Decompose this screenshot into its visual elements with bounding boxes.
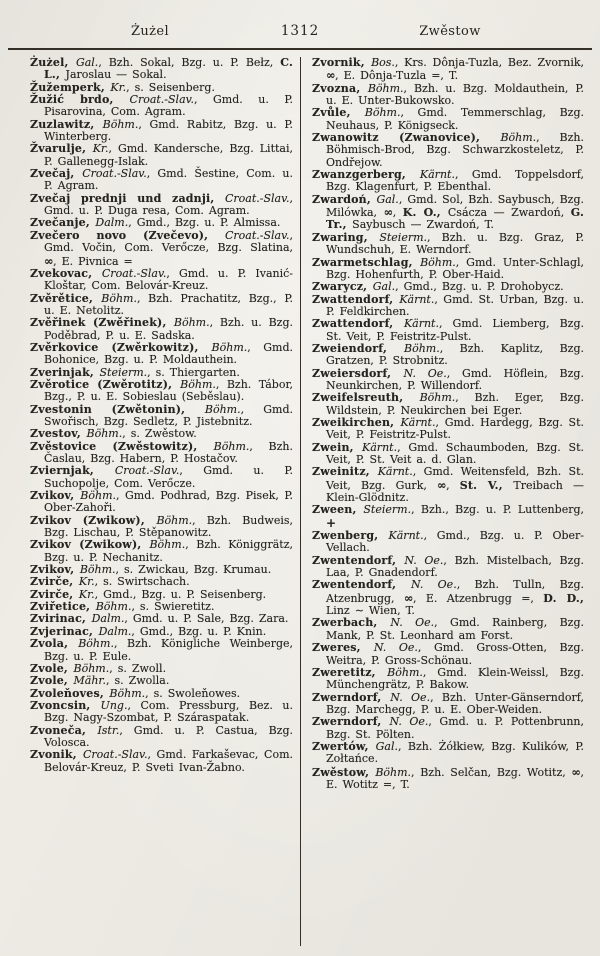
- entry-name: Zvikov,: [30, 489, 81, 503]
- entry-text: , Gmd., Bzg. u. P. Almissa.: [128, 216, 281, 230]
- entry-name: Zweiersdorf,: [312, 366, 404, 380]
- crownland-label: Gal.: [375, 739, 398, 753]
- crownland-label: Böhm.: [404, 341, 440, 355]
- crownland-label: Böhm.: [78, 637, 114, 651]
- entry-text: , Bzh. Żółkiew, Bzg. Kulików, P. Zołtańce.: [326, 739, 584, 766]
- entry-text: , Gmd. u. P. Sale, Bzg. Zara.: [124, 612, 289, 626]
- header-left-keyword: Żużel: [130, 24, 170, 39]
- entry-text: , Gmd., Bzg. u. P. Drohobycz.: [395, 280, 564, 294]
- entry-text: , Gmd. Rainberg, Bzg. Mank, P. St. Leonhard am Forst.: [326, 616, 584, 642]
- entry-name: Zvonik,: [30, 748, 83, 762]
- entry-name: Zvoleňoves,: [30, 686, 110, 700]
- entry-text: , Bzh. Königliche Weinberge, Bzg. u. P. Eule.: [44, 637, 294, 663]
- entry-text: , Gmd. Bohonice, Bzg. u. P. Moldauthein.: [44, 340, 293, 367]
- entry-text: , Bzh. Sokal, Bzg. u. P. Bełz,: [98, 56, 281, 69]
- crownland-label: Bos.: [371, 56, 395, 69]
- entry-text: , Gmd. Unter-Schlagl, Bzg. Hohenfurth, P. Ober-Haid.: [326, 255, 584, 281]
- entry-name: Zwardoń,: [312, 192, 377, 206]
- entry-text: Saybusch — Zwardoń, T.: [352, 218, 494, 232]
- entry-text: , Bzh., Bzg. u. P. Luttenberg,: [411, 503, 584, 517]
- crownland-label: Croat.-Slav.: [224, 228, 290, 242]
- crownland-label: Steierm.: [363, 503, 412, 517]
- entry-name: Zvečaj prednji und zadnji,: [30, 191, 225, 205]
- entry-text: , Gmd. Toppelsdorf, Bzg. Klagenfurt, P. Ebenthal.: [326, 168, 584, 194]
- entry-text: , Gmd. Swořisch, Bzg. Sedletz, P. Jistebnitz.: [44, 402, 294, 428]
- gazetteer-entry: [30, 700, 293, 725]
- entry-text: , s. Swirtschach.: [94, 575, 190, 589]
- entry-text: , Bzh. Prachatitz, Bzg., P. u. E. Netolitz.: [44, 291, 294, 317]
- gazetteer-entry: [312, 741, 584, 766]
- gazetteer-entry: [312, 504, 584, 530]
- entry-text: , Bzh. Unter-Gänserndorf, Bzg. Marchegg, P. u. E. Ober-Weiden.: [326, 690, 584, 716]
- entry-text: , Bzh. u. Bzg. Poděbrad, P. u. E. Sadska.: [44, 316, 293, 342]
- entry-name: Zwerbach,: [312, 616, 391, 630]
- entry-text: , Gmd., Bzg. u. P. Seisenberg.: [94, 587, 267, 601]
- gazetteer-entry: [30, 749, 293, 774]
- entry-name: Zvornik,: [312, 56, 372, 69]
- gazetteer-entry: [30, 515, 293, 540]
- gazetteer-entry: [312, 169, 584, 194]
- entry-name: Zvečaj,: [30, 167, 83, 181]
- entry-name: Zweretitz,: [312, 665, 388, 679]
- entry-text: , Gmd. Rabitz, Bzg. u. P. Winterberg.: [44, 117, 293, 144]
- crownland-label: Böhm.: [387, 665, 423, 679]
- entry-name: Zwerndorf,: [312, 715, 390, 729]
- entry-text: , Gmd. Šestine, Com. u. P. Agram.: [44, 167, 293, 193]
- entry-name: Zvole,: [30, 661, 74, 675]
- post-horn-icon: ∞: [326, 68, 336, 83]
- column-left: [0, 57, 300, 946]
- entry-name: Zvekovac,: [30, 266, 102, 280]
- crownland-label: Böhm.: [86, 427, 123, 441]
- entry-name: Zvola,: [30, 637, 79, 651]
- gazetteer-entry: [30, 230, 293, 268]
- entry-text: , Gmd. Höflein, Bzg. Neunkirchen, P. Willendorf.: [326, 366, 584, 392]
- gazetteer-entry: [312, 579, 584, 617]
- entry-name: Zvoncsin,: [30, 698, 101, 712]
- entry-name: Zwanzgerberg,: [312, 168, 420, 182]
- entry-text: ,: [446, 478, 460, 492]
- entry-name: Zweifelsreuth,: [312, 391, 420, 405]
- entry-text: , Com. Pressburg, Bez. u. Bzg. Nagy-Szombat, P. Száraspatak.: [44, 698, 293, 725]
- entry-text: , Gmd. Hardegg, Bzg. St. Veit, P. Feistritz-Pulst.: [326, 415, 584, 442]
- gazetteer-entry: [312, 318, 584, 343]
- entry-text: , Bzh. Tulln, Bzg. Atzenbrugg,: [326, 578, 584, 605]
- entry-text: , s. Zwoll.: [109, 661, 167, 675]
- entry-text: , Gmd. u. P. Ivanić-Kloštar, Com. Belovár-Kreuz.: [44, 266, 293, 293]
- entry-text: , Gmd. Schaumboden, Bzg. St. Veit, P. St. Veit a. d. Glan.: [326, 440, 584, 466]
- gazetteer-entry: [312, 232, 584, 257]
- entry-name: Zvirinac,: [30, 612, 92, 626]
- gazetteer-entry: [312, 57, 584, 83]
- gazetteer-entry: [30, 404, 293, 429]
- column-right: [300, 57, 600, 946]
- gazetteer-entry: [312, 716, 584, 741]
- crownland-label: Böhm.: [500, 131, 537, 145]
- entry-name: Zvečanje,: [30, 216, 96, 230]
- entry-name: Zween,: [312, 503, 364, 517]
- gazetteer-entry: [30, 57, 293, 82]
- crownland-label: Böhm.: [204, 402, 241, 416]
- crownland-label: Böhm.: [180, 377, 216, 391]
- entry-text: , Bzh. Časlau, Bzg. Habern, P. Hostačov.: [44, 439, 294, 465]
- route-abbr: St. V.,: [459, 478, 514, 492]
- route-abbr: D. D.,: [543, 591, 584, 605]
- entry-name: Zwanowitz (Zwanovice),: [312, 131, 501, 145]
- entry-text: , Gmd. Kandersche, Bzg. Littai, P. Gallenegg-Islak.: [44, 142, 293, 168]
- entry-text: , Bzh. u. Bzg. Moldauthein, P. u. E. Unter-Bukowsko.: [326, 81, 585, 108]
- entry-text: , Gmd. u. P. Suchopolje, Com. Verőcze.: [44, 464, 293, 490]
- entry-name: Zwattendorf,: [312, 292, 400, 306]
- entry-name: Zuzlawitz,: [30, 117, 103, 131]
- entry-name: Zwarmetschlag,: [312, 255, 421, 269]
- gazetteer-entry: [30, 379, 293, 404]
- entry-name: Zwertów,: [312, 739, 376, 753]
- entry-name: Zwěstow,: [312, 765, 376, 779]
- entry-name: Žužić brdo,: [30, 93, 130, 107]
- crownland-label: Böhm.: [375, 765, 412, 779]
- crownland-label: Böhm.: [101, 291, 137, 305]
- entry-name: Zvirče,: [30, 587, 79, 601]
- crownland-label: Mähr.: [73, 674, 106, 688]
- crownland-label: Croat.-Slav.: [101, 266, 167, 280]
- post-horn-icon: ∞: [44, 253, 54, 268]
- gazetteer-entry: [30, 293, 293, 318]
- entry-name: Zweiendorf,: [312, 341, 404, 355]
- post-horn-icon: ∞: [403, 590, 413, 605]
- entry-name: Zvikov (Zwikow),: [30, 538, 150, 552]
- crownland-label: Böhm.: [420, 255, 456, 269]
- gazetteer-entry: [30, 119, 293, 144]
- entry-text: , Gmd. Sol, Bzh. Saybusch, Bzg. Milówka,: [326, 192, 584, 220]
- entry-text: , Gmd. u. P. Pottenbrunn, Bzg. St. Pölten.: [326, 715, 584, 741]
- crownland-label: Kärnt.: [419, 168, 455, 182]
- crownland-label: Kärnt.: [362, 440, 398, 454]
- entry-name: Zwentendorf,: [312, 578, 411, 592]
- crownland-label: Kr.: [92, 142, 109, 156]
- crownland-label: Gal.: [75, 56, 99, 69]
- entry-text: , Gmd., Bzg. u. P. Ober-Vellach.: [326, 529, 584, 555]
- gazetteer-entry: [30, 441, 293, 466]
- crownland-label: Kärnt.: [377, 465, 413, 479]
- crownland-label: Böhm.: [95, 600, 132, 614]
- post-horn-icon: ∞: [437, 477, 447, 492]
- gazetteer-entry: [30, 94, 293, 119]
- entry-text: , s. Swieretitz.: [131, 600, 215, 614]
- entry-text: , Gmd. Gross-Otten, Bzg. Weitra, P. Gross-Schönau.: [326, 641, 584, 667]
- crownland-label: Gal.: [372, 280, 396, 294]
- header-right-keyword: Zwěstow: [419, 24, 481, 39]
- entry-text: , Bzh. Selčan, Bzg. Wotitz,: [411, 765, 572, 779]
- entry-name: Zwenberg,: [312, 529, 389, 543]
- entry-name: Zvoneča,: [30, 723, 98, 737]
- entry-name: Zvikov,: [30, 563, 80, 577]
- header-page-number: 1312: [280, 23, 320, 39]
- gazetteer-entry: [312, 530, 584, 555]
- gazetteer-entry: [312, 343, 584, 368]
- entry-text: Linz ∼ Wien, T.: [326, 604, 415, 618]
- entry-name: Zvirče,: [30, 575, 79, 589]
- gazetteer-entry: [312, 368, 584, 393]
- entry-text: , Gmd. u. P. Pisarovina, Com. Agram.: [44, 93, 293, 119]
- crownland-label: Böhm.: [211, 340, 248, 354]
- crownland-label: Ung.: [100, 698, 128, 712]
- telegraph-cross-icon: +: [326, 515, 337, 530]
- crownland-label: Böhm.: [364, 106, 401, 120]
- entry-text: , s. Seisenberg.: [126, 80, 215, 94]
- entry-text: , Krs. Dônja-Tuzla, Bez. Zvornik,: [394, 56, 584, 69]
- entry-name: Zvole,: [30, 674, 74, 688]
- entry-name: Zvěřinek (Zwěřinek),: [30, 316, 174, 330]
- crownland-label: Steierm.: [99, 365, 148, 379]
- gazetteer-entry: [312, 257, 584, 282]
- entry-text: Treibach — Klein-Glödnitz.: [326, 478, 585, 505]
- crownland-label: Böhm.: [367, 81, 404, 95]
- crownland-label: N. Oe.: [390, 616, 435, 630]
- crownland-label: Böhm.: [149, 538, 186, 552]
- entry-name: Žvarulje,: [30, 142, 93, 156]
- crownland-label: Croat.-Slav.: [82, 167, 147, 181]
- entry-text: , E. Wotitz =, T.: [326, 765, 584, 791]
- gazetteer-entry: [312, 294, 584, 319]
- entry-text: , Bzh. Tábor, Bzg., P. u. E. Sobieslau (Seběslau).: [44, 377, 293, 404]
- gazetteer-entry: [30, 143, 293, 168]
- gazetteer-entry: [312, 642, 584, 667]
- entry-text: , s. Swoleňowes.: [145, 686, 241, 700]
- gazetteer-entry: [30, 539, 293, 564]
- gazetteer-entry: [30, 168, 293, 193]
- entry-name: Żużel,: [30, 56, 76, 69]
- entry-text: , Bzh. Kaplitz, Bzg. Gratzen, P. Strobnitz.: [326, 341, 584, 368]
- entry-name: Zvečero novo (Zvečevo),: [30, 228, 225, 242]
- entry-name: Zvůle,: [312, 106, 365, 120]
- gazetteer-entry: [30, 465, 293, 490]
- post-horn-icon: ∞: [383, 205, 393, 220]
- crownland-label: Croat.-Slav.: [114, 464, 180, 478]
- gazetteer-entry: [312, 667, 584, 692]
- crownland-label: Böhm.: [73, 661, 110, 675]
- entry-text: , Gmd. Weitensfeld, Bzh. St. Veit, Bzg. Gurk,: [326, 465, 584, 492]
- crownland-label: Böhm.: [213, 439, 250, 453]
- gazetteer-entry: [312, 442, 584, 467]
- crownland-label: Steierm.: [379, 230, 428, 244]
- entry-name: Zweres,: [312, 641, 374, 655]
- crownland-label: N. Oe.: [390, 690, 431, 704]
- entry-name: Žužemperk,: [30, 80, 111, 94]
- route-abbr: C. L.,: [44, 56, 293, 82]
- entry-name: Zvozna,: [312, 81, 368, 95]
- entry-text: , Bzh. Königgrätz, Bzg. u. P. Nechanitz.: [44, 538, 293, 564]
- entry-text: , s. Zwickau, Bzg. Krumau.: [115, 563, 272, 577]
- gazetteer-entry: [30, 193, 293, 218]
- entry-name: Zvestov,: [30, 427, 87, 441]
- entry-text: , Gmd. St. Urban, Bzg. u. P. Feldkirchen.: [326, 292, 584, 318]
- crownland-label: Kärnt.: [400, 415, 436, 429]
- entry-text: , s. Zwolla.: [105, 674, 170, 688]
- entry-text: , Gmd. Klein-Weissl, Bzg. Münchengrätz, P. Bakow.: [326, 665, 584, 692]
- entry-name: Zwarycz,: [312, 280, 373, 294]
- entry-name: Zweinitz,: [312, 465, 378, 479]
- entry-text: , Gmd. u. P. Castua, Bzg. Volosca.: [44, 723, 293, 749]
- entry-text: , Gmd. u. P. Duga resa, Com. Agram.: [44, 191, 293, 218]
- entry-name: Zwattendorf,: [312, 317, 404, 331]
- crownland-label: N. Oe.: [389, 715, 429, 729]
- entry-text: , Bzh. Eger, Bzg. Wildstein, P. Neukirchen bei Eger.: [326, 391, 584, 417]
- gazetteer-entry: [312, 194, 584, 232]
- crownland-label: Dalm.: [98, 624, 132, 638]
- entry-name: Zverinjak,: [30, 365, 100, 379]
- gazetteer-entry: [30, 638, 293, 663]
- entry-name: Zvěrětice,: [30, 291, 102, 305]
- entry-text: , Bzh. u. Bzg. Graz, P. Wundschuh, E. Werndorf.: [326, 230, 584, 257]
- crownland-label: N. Oe.: [410, 578, 457, 592]
- crownland-label: Böhm.: [80, 489, 117, 503]
- gazetteer-entry: [30, 725, 293, 750]
- entry-text: , Gmd. Podhrad, Bzg. Pisek, P. Ober-Zahoři.: [44, 489, 294, 515]
- crownland-label: Dalm.: [95, 216, 129, 230]
- gazetteer-entry: [312, 692, 584, 717]
- crownland-label: Böhm.: [156, 513, 193, 527]
- gazetteer-entry: [30, 268, 293, 293]
- crownland-label: N. Oe.: [373, 641, 418, 655]
- entry-text: , Gmd. Temmerschlag, Bzg. Neuhaus, P. Königseck.: [326, 106, 585, 132]
- gazetteer-entry: [30, 490, 293, 515]
- entry-name: Zweikirchen,: [312, 415, 401, 429]
- gazetteer-entry: [312, 132, 584, 169]
- gazetteer-entry: [30, 342, 293, 367]
- crownland-label: Gal.: [376, 192, 399, 206]
- entry-name: Zvěrotice (Zwěrotitz),: [30, 377, 181, 391]
- crownland-label: Croat.-Slav.: [82, 748, 148, 762]
- entry-text: , Bzh. Mistelbach, Bzg. Laa, P. Gnadendorf.: [326, 553, 584, 580]
- entry-text: , E. Pivnica =: [53, 254, 133, 268]
- crownland-label: Böhm.: [102, 117, 139, 131]
- crownland-label: Dalm.: [91, 612, 125, 626]
- entry-text: , Bzh. Böhmisch-Brod, Bzg. Schwarzkosteletz, P. Ondřejow.: [326, 131, 584, 169]
- entry-name: Zwentendorf,: [312, 553, 405, 567]
- gazetteer-entry: [312, 83, 584, 108]
- entry-text: , Bzh. Budweis, Bzg. Lischau, P. Stěpanowitz.: [44, 513, 294, 540]
- entry-text: ,: [392, 206, 403, 220]
- gazetteer-entry: [30, 317, 293, 342]
- crownland-label: Croat.-Slav.: [129, 93, 195, 107]
- entry-name: Zvjerinac,: [30, 624, 99, 638]
- gazetteer-entry: [312, 766, 584, 792]
- gazetteer-entry: [312, 617, 584, 642]
- crownland-label: Croat.-Slav.: [224, 191, 290, 205]
- entry-text: , Gmd. Farkaševac, Com. Belovár-Kreuz, P. Sveti Ivan-Žabno.: [44, 748, 293, 774]
- gazetteer-entry: [312, 417, 584, 442]
- entry-text: , Gmd. Liemberg, Bzg. St. Veit, P. Feistritz-Pulst.: [326, 317, 584, 343]
- text-columns: [0, 50, 600, 946]
- crownland-label: Kärnt.: [388, 529, 424, 543]
- route-abbr: G. Tr.,: [326, 206, 585, 232]
- crownland-label: N. Oe.: [404, 553, 444, 567]
- entry-name: Zvikov (Zwikow),: [30, 513, 157, 527]
- running-head: [0, 0, 600, 46]
- crownland-label: N. Oe.: [403, 366, 447, 380]
- crownland-label: Böhm.: [173, 316, 210, 330]
- entry-text: , Gmd., Bzg. u. P. Knin.: [131, 624, 267, 638]
- crownland-label: Kärnt.: [399, 292, 435, 306]
- crownland-label: Kärnt.: [403, 317, 439, 331]
- entry-text: Csácza — Zwardoń,: [447, 206, 571, 220]
- entry-name: Zwerndorf,: [312, 690, 391, 704]
- entry-name: Zviernjak,: [30, 464, 115, 478]
- gazetteer-entry: [312, 555, 584, 580]
- entry-name: Zwaring,: [312, 230, 380, 244]
- entry-text: , s. Thiergarten.: [147, 365, 240, 379]
- crownland-label: Böhm.: [109, 686, 146, 700]
- gazetteer-entry: [312, 466, 584, 504]
- gazetteer-entry: [312, 392, 584, 417]
- entry-text: , Gmd. Vočin, Com. Verőcze, Bzg. Slatina,: [44, 228, 293, 255]
- entry-name: Zvěrkovice (Zwěrkowitz),: [30, 340, 212, 354]
- entry-text: , E. Atzenbrugg =,: [413, 591, 544, 605]
- gazetteer-entry: [312, 107, 584, 132]
- crownland-label: Böhm.: [419, 391, 456, 405]
- crownland-label: Istr.: [97, 723, 120, 737]
- post-horn-icon: ∞: [571, 764, 581, 779]
- entry-name: Zvěstovice (Zwěstowitz),: [30, 439, 214, 453]
- route-abbr: K. O.,: [402, 206, 448, 220]
- crownland-label: Kr.: [78, 575, 95, 589]
- entry-name: Zwein,: [312, 440, 363, 454]
- crownland-label: Kr.: [110, 80, 127, 94]
- entry-text: , E. Dônja-Tuzla =, T.: [335, 69, 459, 83]
- entry-name: Zviřetice,: [30, 600, 96, 614]
- crownland-label: Kr.: [78, 587, 95, 601]
- crownland-label: Böhm.: [79, 563, 116, 577]
- entry-text: Jaroslau — Sokal.: [65, 68, 167, 82]
- entry-name: Zvestonin (Zwětonin),: [30, 402, 205, 416]
- entry-text: , s. Zwěstow.: [122, 427, 197, 441]
